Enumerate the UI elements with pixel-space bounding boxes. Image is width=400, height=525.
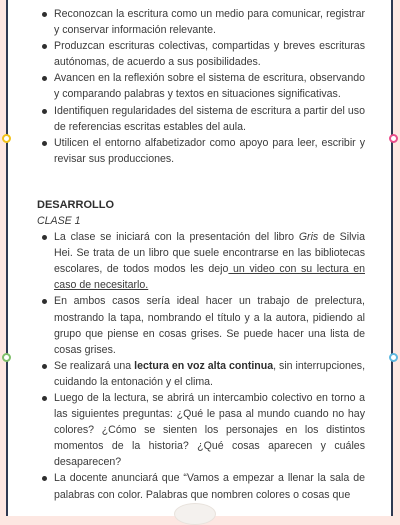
objective-item: Reconozcan la escritura como un medio para comunicar, registrar y conservar información relevante. (37, 6, 365, 38)
development-list (37, 229, 365, 503)
objectives-list (37, 6, 365, 167)
objective-item: Produzcan escrituras colectivas, compartidas y breves escrituras autónomas, de acuerdo a sus posibilidades. (37, 38, 365, 70)
text: , sin interrupciones, cuidando la entonación y el clima. (54, 359, 366, 388)
binder-ring-left-top (2, 134, 11, 143)
binder-ring-right-top (389, 134, 398, 143)
objective-item: Identifiquen regularidades del sistema de escritura a partir del uso de referencias escritas estables del aula. (37, 103, 365, 135)
book-title: Gris (298, 231, 319, 244)
development-item (37, 229, 365, 293)
development-item: La docente anunciará que “Vamos a empezar a llenar la sala de palabras con color. Palabras que nombren colores o cosas que (37, 470, 365, 502)
text: Se realizará una (54, 359, 135, 372)
development-item (37, 358, 365, 390)
development-item: En ambos casos sería ideal hacer un trabajo de prelectura, mostrando la tapa, nombrando el título y a la autora, pidiendo al grupo que piense en cosas grises. Se puede hacer una lista de cosas grises. (37, 293, 365, 357)
binder-ring-right-bottom (389, 353, 398, 362)
text: La clase se iniciará con la presentación del libro (54, 231, 299, 244)
text: de Silvia Hei. Se trata de un libro que suele encontrarse en las bibliotecas escolares, de todos modos les dejo (54, 231, 365, 276)
development-item: Luego de la lectura, se abrirá un intercambio colectivo en torno a las siguientes preguntas: ¿Qué le pasa al mundo cuando no hay colores? ¿Cómo se sienten los personajes en los distintos momentos de la historia? ¿Qué cosas aparecen y cuáles desaparecen? (37, 390, 365, 470)
class-label: CLASE 1 (37, 214, 81, 227)
footer-logo (174, 503, 216, 525)
emphasis: lectura en voz alta continua (134, 359, 274, 372)
section-title: DESARROLLO (37, 198, 114, 211)
objective-item: Utilicen el entorno alfabetizador como apoyo para leer, escribir y revisar sus producciones. (37, 135, 365, 167)
document-content (37, 6, 365, 503)
video-link[interactable]: un video con su lectura en caso de necesitarlo. (54, 263, 365, 292)
objective-item: Avancen en la reflexión sobre el sistema de escritura, observando y comparando palabras y textos en situaciones significativas. (37, 70, 365, 102)
binder-ring-left-bottom (2, 353, 11, 362)
